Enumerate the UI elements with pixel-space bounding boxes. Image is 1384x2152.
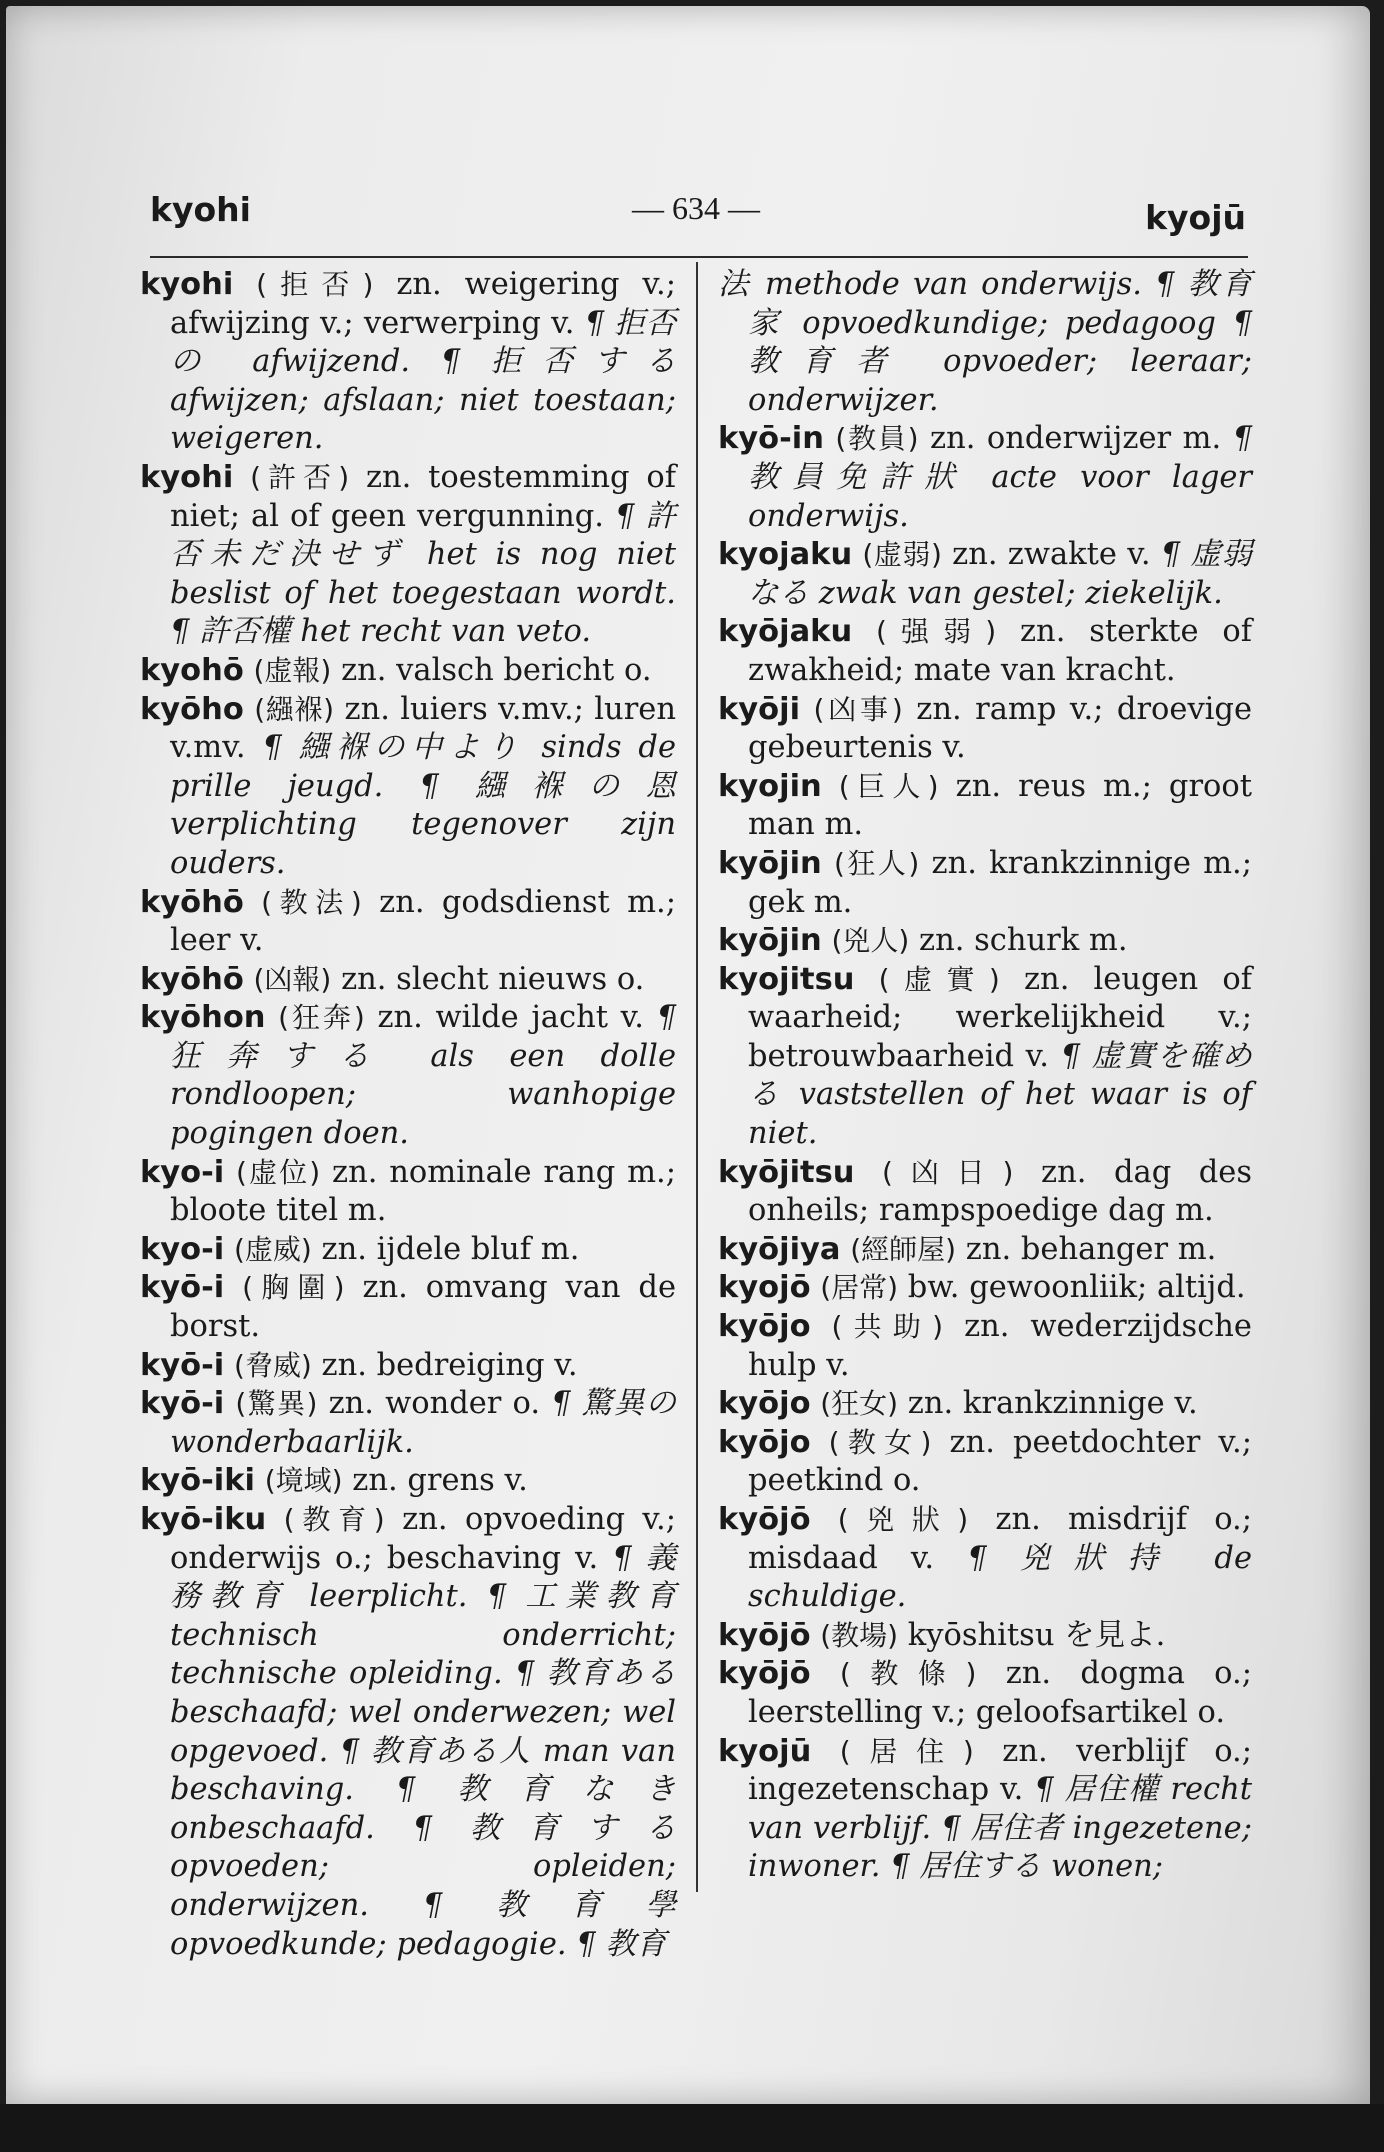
dictionary-entry	[718, 1231, 1252, 1270]
entry-kanji: (胸圍)	[242, 1271, 345, 1305]
entry-subentries: ¶ 狂奔する als een dolle rondloopen; wanhopige pogingen doen.	[170, 1000, 676, 1152]
entry-definition: zn. behanger m.	[965, 1231, 1217, 1267]
entry-kanji: (教員)	[835, 422, 919, 456]
entry-definition: zn. ijdele bluf m.	[321, 1231, 580, 1267]
headword: kyōjin	[718, 923, 822, 959]
headword: kyō-i	[140, 1386, 225, 1422]
entry-kanji: (强弱)	[875, 615, 997, 649]
dictionary-entry	[140, 999, 676, 1153]
entry-kanji: (兇狀)	[837, 1503, 969, 1536]
entry-kanji: (教女)	[828, 1425, 932, 1459]
headword: kyō-iki	[140, 1463, 255, 1499]
entry-kanji: (狂女)	[820, 1387, 899, 1421]
headword: kyō-i	[140, 1347, 225, 1383]
entry-definition: zn. sterkte of zwakheid; mate van kracht.	[748, 614, 1252, 688]
dictionary-entry	[718, 1269, 1252, 1308]
entry-subentries: ¶ 教員免許狀 acte voor lager onderwijs.	[748, 421, 1253, 534]
headword: kyōjin	[718, 845, 822, 881]
dictionary-entry	[718, 1733, 1252, 1887]
entry-kanji: (狂人)	[833, 846, 920, 880]
headword: kyōhon	[140, 1000, 266, 1036]
dictionary-entry	[718, 768, 1252, 845]
entry-kanji: (凶事)	[813, 692, 903, 726]
entry-kanji: (凶報)	[253, 962, 332, 996]
dictionary-entry	[140, 1385, 676, 1462]
entry-definition: zn. toestemming of niet; al of geen vergunning.	[170, 459, 676, 534]
entry-definition: zn. omvang van de borst.	[170, 1270, 676, 1345]
dictionary-entry	[140, 1269, 676, 1346]
entry-definition: zn. luiers v.mv.; luren v.mv.	[170, 691, 676, 766]
headword: kyō-iku	[140, 1502, 267, 1537]
headword: kyōjō	[718, 1502, 811, 1537]
entry-definition: zn. zwakte v.	[952, 537, 1151, 573]
dictionary-entry	[718, 613, 1252, 690]
entry-subentries: ¶ 虚實を確める vaststellen of het waar is of niet.	[748, 1038, 1252, 1152]
headword: kyohō	[140, 652, 244, 688]
entry-kanji: (教育)	[283, 1503, 385, 1536]
headword: kyōhō	[140, 884, 244, 920]
entry-kanji: (巨人)	[838, 769, 939, 803]
headword: kyojitsu	[718, 961, 855, 997]
dictionary-entry	[140, 1154, 676, 1231]
entry-definition: zn. verblijf o.; ingezetenschap v.	[748, 1733, 1253, 1808]
entry-kanji: (共助)	[831, 1310, 944, 1344]
entry-subentries: ¶ 拒否の afwijzend. ¶ 拒否する afwijzen; afslaan; niet toestaan; weigeren.	[170, 305, 676, 457]
headword: kyōjō	[718, 1656, 811, 1692]
dictionary-entry	[140, 961, 676, 1000]
entry-kanji: (經師屋)	[850, 1232, 957, 1266]
headword: kyōjiya	[718, 1231, 841, 1267]
entry-definition: kyōshitsu を見よ.	[907, 1617, 1166, 1653]
headword: kyōjo	[718, 1424, 811, 1460]
entry-kanji: (虚位)	[236, 1155, 321, 1189]
headword: kyojū	[718, 1733, 812, 1769]
entry-definition: zn. reus m.; groot man m.	[748, 768, 1253, 843]
dictionary-entry	[140, 1462, 676, 1501]
dictionary-entry	[718, 1385, 1252, 1424]
right-column	[718, 266, 1252, 1887]
dictionary-entry	[140, 1347, 676, 1386]
dictionary-entry	[140, 1231, 676, 1270]
entry-definition: zn. peetdochter v.; peetkind o.	[748, 1424, 1252, 1499]
headword: kyō-in	[718, 421, 824, 457]
entry-kanji: (凶日)	[882, 1155, 1014, 1189]
dictionary-entry	[140, 884, 676, 961]
headword: kyōjaku	[718, 614, 853, 650]
header-rule	[150, 256, 1248, 258]
entry-definition: zn. krankzinnige m.; gek m.	[748, 845, 1252, 920]
dictionary-entry	[140, 459, 676, 652]
headword: kyōjitsu	[718, 1154, 855, 1190]
headword: kyo-i	[140, 1231, 225, 1267]
headword: kyōjo	[718, 1386, 811, 1422]
entry-definition: zn. godsdienst m.; leer v.	[170, 884, 676, 959]
dictionary-entry	[718, 1501, 1252, 1617]
entry-definition: zn. krankzinnige v.	[907, 1386, 1198, 1422]
entry-subentries: ¶ 居住權 recht van verblijf. ¶ 居住者 ingezetene; inwoner. ¶ 居住する wonen;	[748, 1772, 1252, 1885]
entry-kanji: (境域)	[264, 1464, 343, 1498]
page-number: — 634 —	[632, 190, 760, 226]
dictionary-entry	[140, 652, 676, 691]
dictionary-entry	[718, 1154, 1252, 1231]
dictionary-entry	[718, 1424, 1252, 1501]
entry-kanji: (教場)	[820, 1618, 899, 1652]
entry-definition: zn. leugen of waarheid; werkelijkheid v.; betrouwbaarheid v.	[748, 961, 1252, 1074]
entry-kanji: (教條)	[839, 1657, 977, 1691]
entry-definition: zn. onderwijzer m.	[930, 421, 1222, 457]
headword: kyojin	[718, 768, 822, 804]
entry-definition: zn. nominale rang m.; bloote titel m.	[170, 1154, 676, 1229]
entry-subentries: ¶ 虚弱なる zwak van gestel; ziekelijk.	[748, 537, 1252, 611]
entry-kanji: (兇人)	[831, 924, 910, 958]
entry-definition: zn. weigering v.; afwijzing v.; verwerping v.	[170, 267, 676, 341]
headword: kyohi	[140, 267, 234, 302]
entry-kanji: (脅威)	[233, 1348, 312, 1382]
entry-kanji: (繦褓)	[254, 692, 335, 726]
headword: kyojō	[718, 1270, 811, 1306]
entry-kanji: (虚弱)	[862, 538, 942, 572]
entry-subentries: ¶ 義務教育 leerplicht. ¶ 工業教育 technisch onderricht; technische opleiding. ¶ 教育ある beschaafd; wel onderwezen; wel opgevoed. ¶ 教育ある人 man van beschaving. ¶ 教育なき onbeschaafd. ¶ 教育する opvoeden; opleiden; onderwijzen. ¶ 教育學 opvoedkunde; pedagogie. ¶ 教育	[170, 1540, 677, 1962]
dictionary-entry	[718, 1655, 1252, 1732]
dictionary-entry	[140, 1501, 676, 1964]
entry-definition: zn. dag des onheils; rampspoedige dag m.	[748, 1154, 1252, 1229]
entry-kanji: (虚報)	[253, 653, 332, 687]
entry-kanji: (教法)	[261, 885, 362, 919]
header-right-word: kyojū	[1145, 198, 1246, 237]
entry-subentries: 法 methode van onderwijs. ¶ 教育家 opvoedkundige; pedagoog ¶ 教育者 opvoeder; leeraar; onderwijzer.	[718, 267, 1252, 418]
entry-kanji: (虚實)	[878, 962, 1000, 996]
entry-subentries: ¶ 許否未だ決せず het is nog niet beslist of het toegestaan wordt. ¶ 許否權 het recht van veto.	[170, 498, 676, 650]
entry-kanji: (虚威)	[233, 1232, 312, 1266]
dictionary-entry	[140, 266, 676, 459]
entry-definition: zn. dogma o.; leerstelling v.; geloofsartikel o.	[748, 1656, 1252, 1730]
entry-subentries: ¶ 兇狀持 de schuldige.	[748, 1540, 1252, 1615]
entry-subentries: ¶ 驚異の wonderbaarlijk.	[170, 1386, 676, 1460]
entry-definition: zn. wederzijdsche hulp v.	[748, 1309, 1252, 1383]
dictionary-entry	[718, 420, 1252, 536]
headword: kyōhō	[140, 961, 244, 997]
headword: kyōho	[140, 691, 244, 727]
headword: kyojaku	[718, 537, 853, 573]
dictionary-entry	[718, 266, 1252, 420]
entry-definition: zn. wonder o.	[328, 1386, 541, 1422]
entry-kanji: (居住)	[839, 1734, 974, 1768]
entry-kanji: (拒否)	[256, 268, 374, 301]
entry-subentries: ¶ 繦褓の中より sinds de prille jeugd. ¶ 繦褓の恩 verplichting tegenover zijn ouders.	[170, 730, 676, 881]
headword: kyōji	[718, 691, 801, 727]
entry-definition: zn. grens v.	[352, 1463, 528, 1499]
entry-definition: zn. schurk m.	[919, 923, 1128, 959]
entry-definition: zn. opvoeding v.; onderwijs o.; beschaving v.	[170, 1502, 676, 1576]
entry-kanji: (許否)	[250, 460, 350, 494]
entry-definition: zn. ramp v.; droevige gebeurtenis v.	[748, 691, 1252, 766]
dictionary-entry	[718, 1617, 1252, 1656]
dictionary-entry	[140, 691, 676, 884]
entry-definition: zn. misdrijf o.; misdaad v.	[748, 1502, 1252, 1576]
entry-definition: bw. gewoonliik; altijd.	[907, 1270, 1246, 1306]
dictionary-entry	[718, 691, 1252, 768]
dictionary-entry	[718, 845, 1252, 922]
dictionary-entry	[718, 961, 1252, 1154]
entry-definition: zn. bedreiging v.	[321, 1347, 578, 1383]
entry-kanji: (狂奔)	[278, 1001, 365, 1035]
header-left-word: kyohi	[150, 190, 251, 229]
headword: kyōjo	[718, 1309, 811, 1345]
dictionary-entry	[718, 1308, 1252, 1385]
headword: kyō-i	[140, 1270, 225, 1306]
dictionary-entry	[718, 922, 1252, 961]
left-column	[140, 266, 676, 1964]
headword: kyōjō	[718, 1617, 811, 1653]
entry-definition: zn. wilde jacht v.	[377, 1000, 644, 1036]
dictionary-entry	[718, 536, 1252, 613]
headword: kyo-i	[140, 1154, 225, 1190]
background-edge	[0, 2104, 1384, 2152]
headword: kyohi	[140, 459, 234, 495]
entry-definition: zn. valsch bericht o.	[341, 652, 652, 688]
column-divider	[696, 262, 698, 1892]
entry-definition: zn. slecht nieuws o.	[341, 961, 645, 997]
entry-kanji: (居常)	[820, 1271, 899, 1305]
entry-kanji: (驚異)	[235, 1387, 318, 1421]
